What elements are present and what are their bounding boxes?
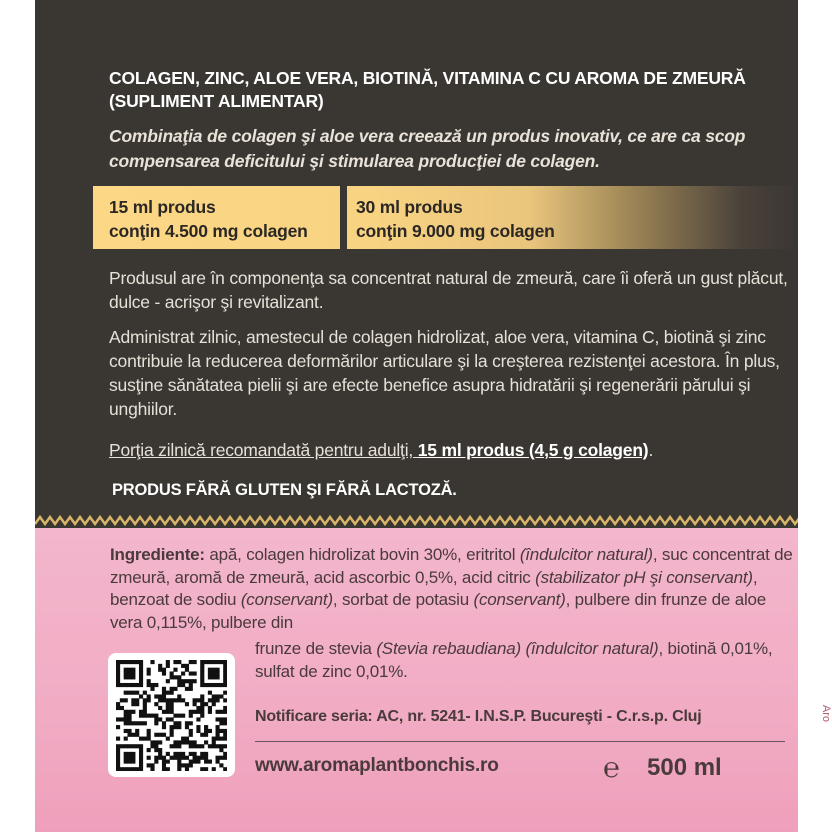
dose-quantity: 15 ml produs <box>109 197 216 217</box>
net-volume: 500 ml <box>647 754 722 781</box>
estimated-sign-icon: ℮ <box>603 752 620 783</box>
daily-dose-suffix: . <box>648 440 654 460</box>
ingredients-part: , biotină 0,01%, sulfat de zinc 0,01%. <box>255 639 773 681</box>
daily-dose-paragraph <box>109 438 789 462</box>
ingredients-note: (îndulcitor natural) <box>519 545 653 564</box>
ingredients-text <box>110 544 798 634</box>
divider-line <box>255 741 785 742</box>
ingredients-part: , suc concentrat de zmeură, aromă de zmeură, acid ascorbic 0,5%, acid citric <box>110 545 793 587</box>
product-intro: Combinaţia de colagen şi aloe vera creează un produs inovativ, ce are ca scop compensarea deficitului şi stimularea producţiei de colagen. <box>109 126 746 171</box>
ingredients-continued <box>255 638 775 683</box>
dose-divider <box>340 186 347 249</box>
dose-collagen: conţin 9.000 mg colagen <box>356 221 555 241</box>
dose-collagen: conţin 4.500 mg colagen <box>109 221 308 241</box>
benefits-paragraph: Administrat zilnic, amestecul de colagen hidrolizat, aloe vera, vitamina C, biotină şi zinc contribuie la reducerea deformărilor articulare şi la creşterea rezistenţei acestora. În plus, susţine sănătatea pielii şi are efecte benefice asupra hidratării şi regenerării părului şi unghiilor. <box>109 327 780 419</box>
ingredients-part: , pulbere din frunze de aloe vera 0,115%, pulbere din <box>110 590 767 632</box>
ingredients-note: (conservant) <box>473 590 566 609</box>
ingredients-part: , sorbat de potasiu <box>332 590 474 609</box>
dose-band <box>93 186 798 249</box>
zigzag-border <box>35 514 798 528</box>
ingredients-note: (conservant) <box>240 590 333 609</box>
qr-code-icon <box>116 660 227 771</box>
ingredients-note: (Stevia rebaudiana) <box>376 639 521 658</box>
ingredients-note: (îndulcitor natural) <box>525 639 659 658</box>
product-title: COLAGEN, ZINC, ALOE VERA, BIOTINĂ, VITAMINA C CU AROMA DE ZMEURĂ (SUPLIMENT ALIMENTAR) <box>109 68 746 111</box>
product-label <box>35 0 798 832</box>
ingredients-note: (stabilizator pH şi conservant) <box>535 567 753 587</box>
dose-30ml <box>356 195 555 243</box>
notification-number: Notificare seria: AC, nr. 5241- I.N.S.P. Bucureşti - C.r.s.p. Cluj <box>255 708 702 725</box>
gluten-lactose-free: PRODUS FĂRĂ GLUTEN ŞI FĂRĂ LACTOZĂ. <box>112 481 457 499</box>
ingredients-heading: Ingrediente: <box>110 545 205 564</box>
website-link[interactable]: www.aromaplantbonchis.ro <box>255 755 499 776</box>
dose-quantity: 30 ml produs <box>356 197 463 217</box>
ingredients-part: apă, colagen hidrolizat bovin 30%, eritritol <box>204 545 520 564</box>
label-bottom-panel <box>35 528 798 832</box>
edge-text: Aro <box>820 704 832 722</box>
ingredients-part: frunze de stevia <box>255 639 377 658</box>
taste-paragraph: Produsul are în componenţa sa concentrat natural de zmeură, care îi oferă un gust plăcut, dulce - acrişor şi revitalizant. <box>109 268 788 312</box>
dose-15ml <box>109 195 308 243</box>
qr-code[interactable] <box>108 653 235 777</box>
daily-dose-prefix: Porţia zilnică recomandată pentru adulţi, <box>109 440 418 460</box>
daily-dose-amount: 15 ml produs (4,5 g colagen) <box>417 440 649 460</box>
ingredients-part: , benzoat de sodiu <box>110 567 758 609</box>
label-top-panel <box>35 0 798 514</box>
